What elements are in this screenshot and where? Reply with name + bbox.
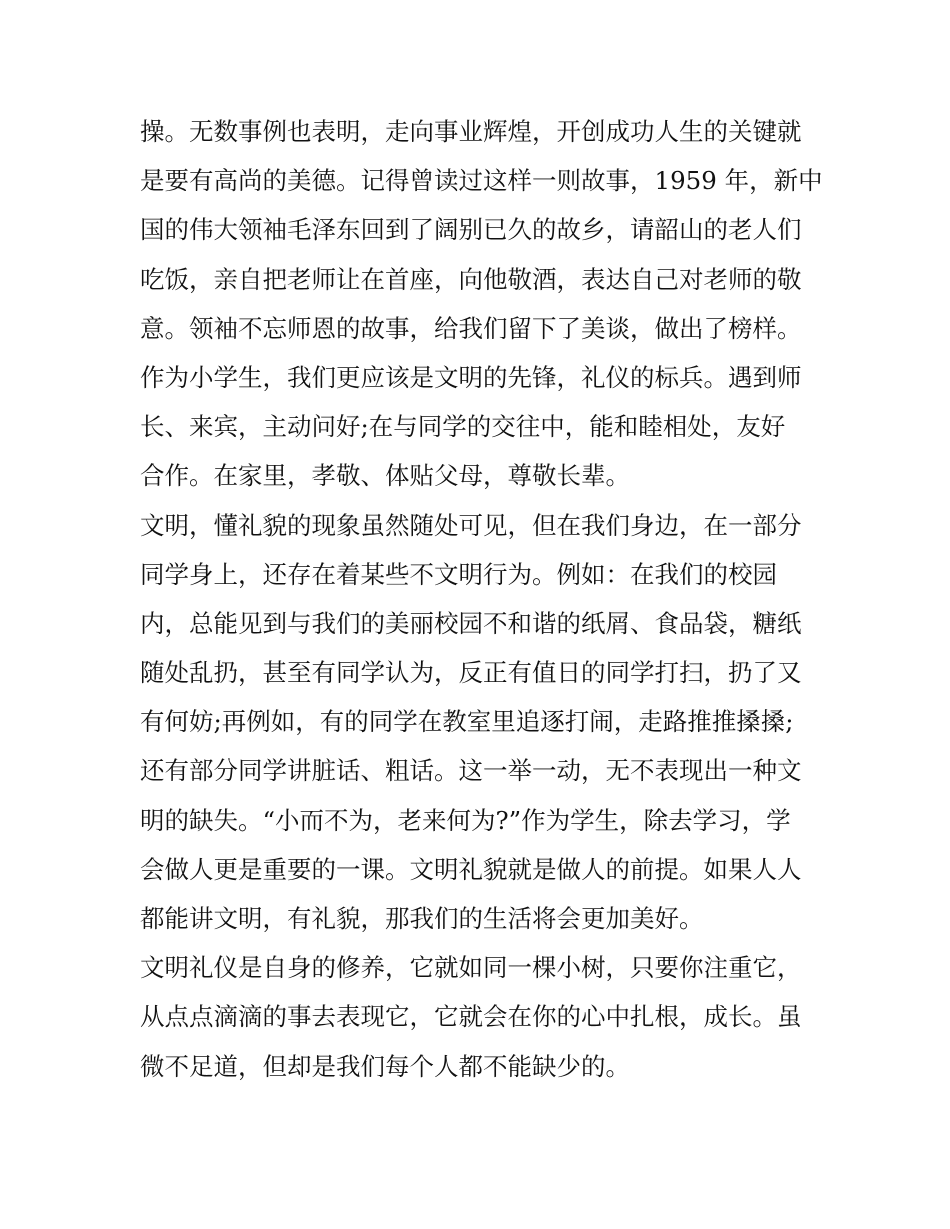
text-line: 作为小学生，我们更应该是文明的先锋，礼仪的标兵。遇到师 xyxy=(140,362,802,392)
text-line: 国的伟大领袖毛泽东回到了阔别已久的故乡，请韶山的老人们 xyxy=(140,215,802,245)
text-line: 长、来宾，主动问好;在与同学的交往中，能和睦相处，友好 xyxy=(140,412,786,442)
text-line: 同学身上，还存在着某些不文明行为。例如：在我们的校园 xyxy=(140,559,777,589)
text-line: 合作。在家里，孝敬、体贴父母，尊敬长辈。 xyxy=(140,461,630,491)
paragraph-2 xyxy=(140,501,812,944)
text-line: 有何妨;再例如，有的同学在教室里追逐打闹，走路推推搡搡; xyxy=(140,707,794,737)
text-line: 文明礼仪是自身的修养，它就如同一棵小树，只要你注重它， xyxy=(140,953,802,983)
text-line: 还有部分同学讲脏话、粗话。这一举一动，无不表现出一种文 xyxy=(140,756,802,786)
text-line: 吃饭，亲自把老师让在首座，向他敬酒，表达自己对老师的敬 xyxy=(140,264,802,294)
paragraph-3 xyxy=(140,943,812,1091)
text-line: 微不足道，但却是我们每个人都不能缺少的。 xyxy=(140,1051,630,1081)
document-body xyxy=(140,107,823,1091)
text-line: 从点点滴滴的事去表现它，它就会在你的心中扎根，成长。虽 xyxy=(140,1002,802,1032)
text-line: 意。领袖不忘师恩的故事，给我们留下了美谈，做出了榜样。 xyxy=(140,313,802,343)
text-line: 都能讲文明，有礼貌，那我们的生活将会更加美好。 xyxy=(140,904,704,933)
text-line: 会做人更是重要的一课。文明礼貌就是做人的前提。如果人人 xyxy=(140,854,802,884)
text-line: 随处乱扔，甚至有同学认为，反正有值日的同学打扫，扔了又 xyxy=(140,658,802,688)
text-line: 内，总能见到与我们的美丽校园不和谐的纸屑、食品袋，糖纸 xyxy=(140,608,802,638)
text-line: 是要有高尚的美德。记得曾读过这样一则故事，1959 年，新中 xyxy=(140,166,823,196)
text-line: 明的缺失。“小而不为，老来何为?”作为学生，除去学习，学 xyxy=(140,805,791,835)
paragraph-1 xyxy=(140,107,823,501)
text-line: 操。无数事例也表明，走向事业辉煌，开创成功人生的关键就 xyxy=(140,117,802,146)
text-line: 文明，懂礼貌的现象虽然随处可见，但在我们身边，在一部分 xyxy=(140,510,802,540)
